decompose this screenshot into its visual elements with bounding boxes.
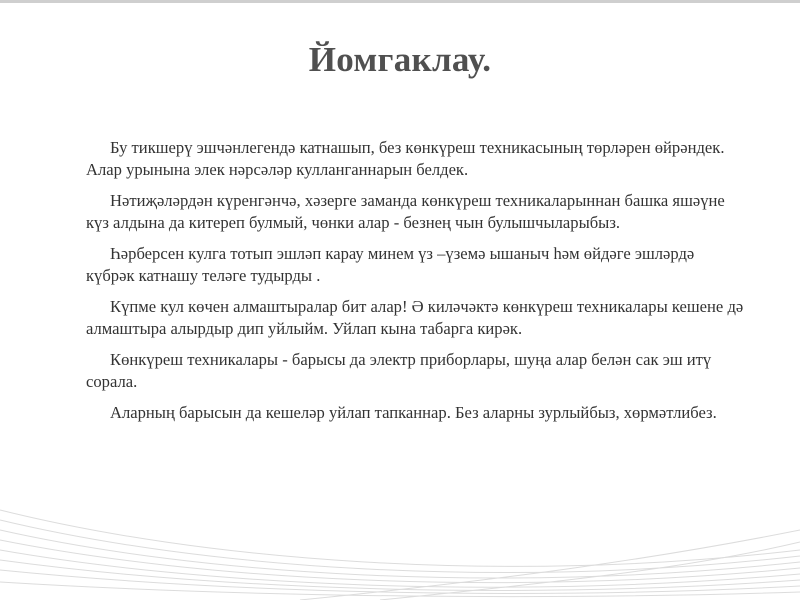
paragraph: Бу тикшерү эшчәнлегендә катнашып, без көнкүреш техникасының төрләрен өйрәндек. Алар урынына элек нәрсәләр кулланганнарын белдек. — [86, 138, 725, 179]
slide-title: Йомгаклау. — [308, 40, 492, 79]
paragraph: Көнкүреш техникалары - барысы да электр приборлары, шуңа алар белән сак эш итү сорала. — [86, 350, 712, 391]
paragraph: Күпме кул көчен алмаштыралар бит алар! Ә киләчәктә көнкүреш техникалары кешене дә алмаштыра алырдыр дип уйлыйм. Уйлап кына табарга кирәк. — [86, 297, 744, 338]
paragraph: Һәрберсен кулга тотып эшләп карау минем үз –үземә ышаныч һәм өйдәге эшләрдә күбрәк катнашу теләге тудырды . — [86, 244, 695, 285]
decorative-stripes — [0, 490, 800, 600]
paragraph: Аларның барысын да кешеләр уйлап тапканнар. Без аларны зурлыйбыз, хөрмәтлибез. — [110, 403, 717, 422]
top-divider — [0, 0, 800, 3]
paragraph: Нәтиҗәләрдән күренгәнчә, хәзерге заманда көнкүреш техникаларыннан башка яшәүне күз алдына да китереп булмый, чөнки алар - безнең чын булышчыларыбыз. — [86, 191, 725, 232]
slide-body — [86, 137, 746, 433]
